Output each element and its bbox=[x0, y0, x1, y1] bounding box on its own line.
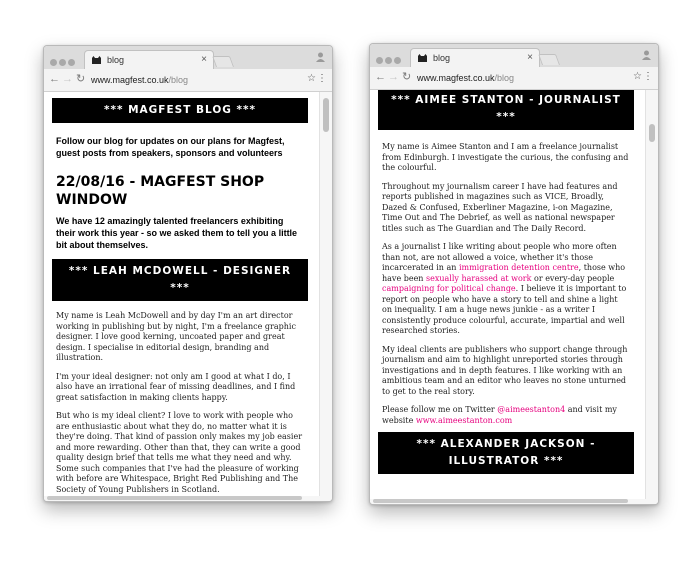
designer-banner: *** LEAH MCDOWELL - DESIGNER *** bbox=[52, 259, 308, 301]
text-run: and visit my website bbox=[382, 405, 617, 425]
tab-strip bbox=[370, 44, 658, 67]
reload-icon[interactable]: ↻ bbox=[76, 73, 86, 85]
immigration-detention-link[interactable]: immigration detention centre bbox=[458, 263, 579, 272]
horizontal-scrollbar[interactable] bbox=[370, 499, 646, 504]
magfest-blog-banner: *** MAGFEST BLOG *** bbox=[52, 98, 308, 123]
bio-paragraph: But who is my ideal client? I love to work with people who are enthusiastic about what they do, no matter what it is they're doing. That kind of passion only makes my job easier and more rewarding. Other than that, they can write a good quality design brief that tells me what they need and why. Some such companies that I've had the pleasure of working with before are Whitespace, Bright Red Publishing and The Society of Young Publishers in Scotland. bbox=[56, 411, 303, 494]
bookmark-star-icon[interactable]: ☆ bbox=[633, 71, 642, 82]
forward-arrow-icon[interactable]: → bbox=[388, 71, 399, 83]
bio-paragraph: I'm your ideal designer: not only am I good at what I do, I also have an irrational fear of missing deadlines, and I find great satisfaction in making clients happy. bbox=[56, 371, 296, 402]
url-path: /blog bbox=[168, 75, 189, 85]
page-viewport[interactable] bbox=[44, 92, 320, 501]
back-arrow-icon[interactable]: ← bbox=[49, 73, 60, 85]
close-tab-icon[interactable]: × bbox=[527, 52, 533, 63]
illustrator-banner: *** ALEXANDER JACKSON - ILLUSTRATOR *** bbox=[378, 432, 634, 474]
profile-icon[interactable] bbox=[641, 49, 652, 61]
new-tab-button[interactable] bbox=[212, 56, 234, 67]
blog-intro: Follow our blog for updates on our plans for Magfest, guest posts from speakers, sponsors and volunteers bbox=[56, 136, 285, 158]
bookmark-star-icon[interactable]: ☆ bbox=[307, 73, 316, 84]
text-run: or every-day people bbox=[531, 273, 615, 283]
profile-icon[interactable] bbox=[315, 51, 326, 63]
url-host: www.magfest.co.uk bbox=[91, 75, 169, 85]
text-run: , those who have been bbox=[382, 263, 626, 283]
sexual-harassment-link[interactable]: sexually harassed at work bbox=[426, 273, 532, 283]
browser-toolbar bbox=[370, 67, 658, 90]
reload-icon[interactable]: ↻ bbox=[402, 71, 412, 83]
address-bar[interactable] bbox=[417, 73, 514, 83]
github-cat-icon bbox=[91, 55, 102, 65]
twitter-link[interactable]: @aimeestanton4 bbox=[497, 405, 566, 414]
browser-toolbar bbox=[44, 69, 332, 92]
browser-window-aimee-stanton bbox=[369, 43, 659, 505]
new-tab-button[interactable] bbox=[538, 54, 560, 65]
text-run: As a journalist I like writing about people who more often than not, are not allowed a voice, whether it's those incarcerated in an bbox=[382, 242, 617, 272]
tab-blog[interactable] bbox=[410, 48, 540, 68]
page-content bbox=[52, 98, 308, 495]
text-run: . I believe it is important to report on people who have a story to tell and shine a light on inequality. I am a huge news junkie - as a writer I consistently produce colourful, accurate, impartial and well researched stories. bbox=[382, 284, 627, 335]
tab-strip bbox=[44, 46, 332, 69]
forward-arrow-icon[interactable]: → bbox=[62, 73, 73, 85]
post-lead: We have 12 amazingly talented freelancers exhibiting their work this year - so we asked them to tell you a little bit about themselves. bbox=[56, 216, 298, 250]
bio-paragraph: My name is Aimee Stanton and I am a freelance journalist from Edinburgh. I investigate the curious, the confusing and the colourful. bbox=[382, 142, 629, 172]
horizontal-scroll-thumb[interactable] bbox=[47, 496, 302, 500]
back-arrow-icon[interactable]: ← bbox=[375, 71, 386, 83]
close-window-button[interactable] bbox=[50, 59, 57, 66]
minimize-window-button[interactable] bbox=[385, 57, 392, 64]
website-link[interactable]: www.aimeestanton.com bbox=[415, 415, 513, 425]
zoom-window-button[interactable] bbox=[394, 57, 401, 64]
browser-window-magfest-blog bbox=[43, 45, 333, 502]
page-content bbox=[378, 90, 634, 474]
post-title: 22/08/16 - MAGFEST SHOP WINDOW bbox=[56, 174, 265, 208]
tab-blog[interactable] bbox=[84, 50, 214, 70]
horizontal-scrollbar[interactable] bbox=[44, 496, 320, 501]
bio-paragraph: My ideal clients are publishers who support change through journalism and aim to highlight unreported stories through investigations and in depth features. I like working with an ambitious team and an editor who leaves no stone unturned to get to the real story. bbox=[382, 344, 628, 396]
minimize-window-button[interactable] bbox=[59, 59, 66, 66]
bio-paragraph: Throughout my journalism career I have had features and reports published in magazines such as VICE, Broadly, Dazed & Confused, Exberliner Magazine, i-on Magazine, Time Out and The Debrief, as well as national newspaper titles such as The Guardian and The Daily Record. bbox=[382, 181, 618, 233]
github-cat-icon bbox=[417, 53, 428, 63]
tab-title: blog bbox=[107, 55, 125, 65]
text-run: Please follow me on Twitter bbox=[382, 405, 498, 414]
scroll-thumb[interactable] bbox=[323, 98, 329, 132]
kebab-menu-icon[interactable]: ⋮ bbox=[317, 73, 327, 84]
url-path: /blog bbox=[494, 73, 515, 83]
horizontal-scroll-thumb[interactable] bbox=[373, 499, 628, 503]
kebab-menu-icon[interactable]: ⋮ bbox=[643, 71, 653, 82]
bio-paragraph bbox=[382, 405, 630, 426]
journalist-banner: *** AIMEE STANTON - JOURNALIST *** bbox=[378, 90, 634, 130]
vertical-scrollbar[interactable] bbox=[645, 90, 658, 504]
url-host: www.magfest.co.uk bbox=[417, 73, 495, 83]
scroll-thumb[interactable] bbox=[649, 124, 655, 142]
close-window-button[interactable] bbox=[376, 57, 383, 64]
bio-paragraph: My name is Leah McDowell and by day I'm an art director working in publishing but by night, I'm a freelance graphic designer. I love good kerning, uncoated paper and great design. I specialise in editorial design, branding and illustration. bbox=[56, 311, 296, 362]
address-bar[interactable] bbox=[91, 75, 188, 85]
tab-title: blog bbox=[433, 53, 451, 63]
political-change-link[interactable]: campaigning for political change bbox=[382, 284, 516, 293]
bio-paragraph bbox=[382, 242, 630, 337]
zoom-window-button[interactable] bbox=[68, 59, 75, 66]
close-tab-icon[interactable]: × bbox=[201, 54, 207, 65]
vertical-scrollbar[interactable] bbox=[319, 92, 332, 501]
page-viewport[interactable] bbox=[370, 90, 646, 504]
